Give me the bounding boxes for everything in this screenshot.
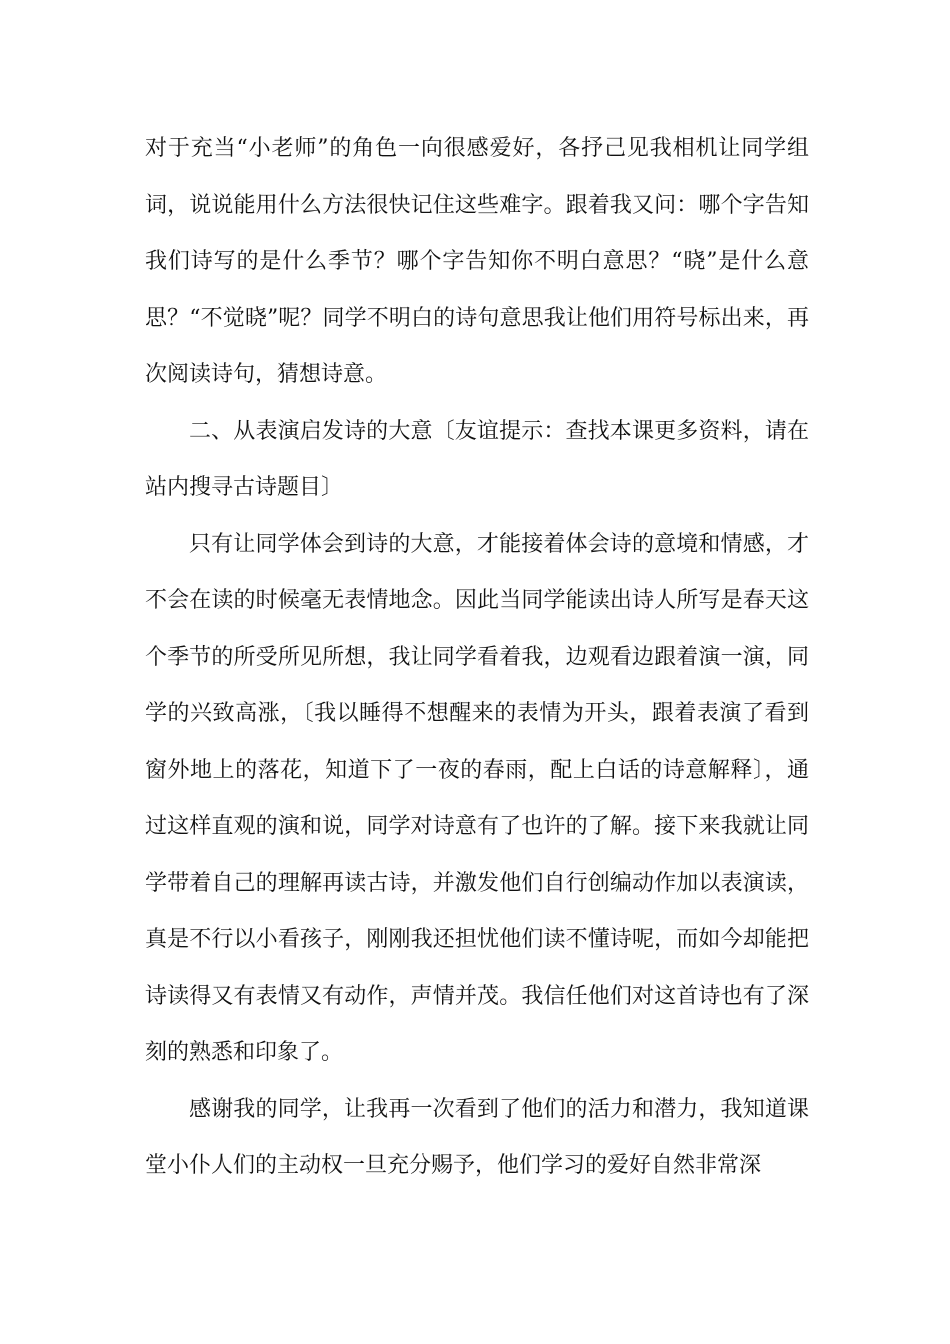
paragraph-2-heading: 二、从表演启发诗的大意〔友谊提示：查找本课更多资料，请在站内搜寻古诗题目〕 — [145, 418, 809, 500]
paragraph-4: 感谢我的同学，让我再一次看到了他们的活力和潜力，我知道课堂小仆人们的主动权一旦充分赐予，他们学习的爱好自然非常深 — [145, 1096, 809, 1178]
paragraph-1: 对于充当“小老师”的角色一向很感爱好，各抒己见我相机让同学组词，说说能用什么方法很快记住这些难字。跟着我又问：哪个字告知我们诗写的是什么季节？哪个字告知你不明白意思？“晓”是什么意思？“不觉晓”呢？同学不明白的诗句意思我让他们用符号标出来，再次阅读诗句，猜想诗意。 — [145, 136, 809, 387]
document-body — [145, 121, 809, 1195]
paragraph-3: 只有让同学体会到诗的大意，才能接着体会诗的意境和情感，才不会在读的时候毫无表情地念。因此当同学能读出诗人所写是春天这个季节的所受所见所想，我让同学看着我，边观看边跟着演一演，同学的兴致高涨，〔我以睡得不想醒来的表情为开头，跟着表演了看到窗外地上的落花，知道下了一夜的春雨，配上白话的诗意解释〕，通过这样直观的演和说，同学对诗意有了也许的了解。接下来我就让同学带着自己的理解再读古诗，并激发他们自行创编动作加以表演读，真是不行以小看孩子，刚刚我还担忧他们读不懂诗呢，而如今却能把诗读得又有表情又有动作，声情并茂。我信任他们对这首诗也有了深刻的熟悉和印象了。 — [145, 531, 809, 1065]
